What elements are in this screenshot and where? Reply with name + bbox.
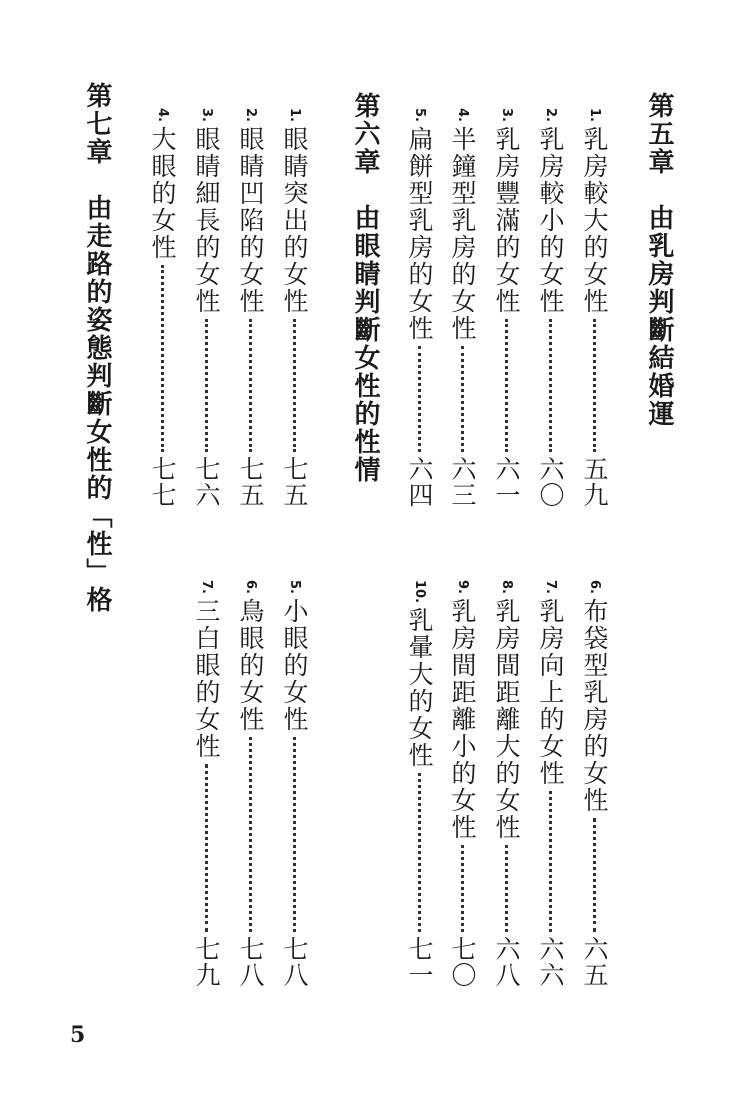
toc-entry[interactable] <box>282 108 307 508</box>
entry-number: 10. <box>412 580 427 604</box>
chapter-6-heading <box>352 92 378 484</box>
leader-dots <box>293 737 296 932</box>
entry-page: 六一 <box>492 456 521 508</box>
leader-dots <box>549 791 552 932</box>
entry-number: 8. <box>499 580 514 594</box>
entry-title: 半鐘型乳房的女性 <box>448 125 477 342</box>
entry-title: 乳房較大的女性 <box>580 125 609 315</box>
entry-title: 乳房間距離小的女性 <box>448 597 477 841</box>
chapter-title: 由乳房判斷結婚運 <box>644 204 674 428</box>
toc-entry[interactable] <box>582 108 607 508</box>
entry-page: 七五 <box>280 456 309 508</box>
chapter-label: 第六章 <box>350 92 380 176</box>
chapter-5-heading <box>646 92 672 428</box>
chapter-7-heading <box>84 82 110 614</box>
entry-page: 六四 <box>405 456 434 508</box>
toc-entry[interactable] <box>194 108 219 508</box>
entry-number: 2. <box>543 108 558 122</box>
toc-entry[interactable] <box>194 580 219 988</box>
toc-entry[interactable] <box>150 108 175 508</box>
entry-number: 5. <box>287 580 302 594</box>
leader-dots <box>249 737 252 932</box>
leader-dots <box>549 319 552 452</box>
entry-title: 乳暈大的女性 <box>405 607 434 770</box>
entry-number: 3. <box>499 108 514 122</box>
toc-entry[interactable] <box>494 108 519 508</box>
entry-page: 七八 <box>236 936 265 988</box>
entry-title: 乳房間距離大的女性 <box>492 597 521 841</box>
entry-number: 9. <box>455 580 470 594</box>
leader-dots <box>418 346 421 452</box>
entry-number: 1. <box>287 108 302 122</box>
chapter-title: 由走路的姿態判斷女性的「性」格 <box>82 194 112 614</box>
entry-page: 六〇 <box>536 456 565 508</box>
toc-entry[interactable] <box>407 580 432 988</box>
toc-entry[interactable] <box>238 580 263 988</box>
entry-page: 六五 <box>580 936 609 988</box>
entry-title: 大眼的女性 <box>148 125 177 261</box>
chapter-label: 第五章 <box>644 92 674 176</box>
entry-number: 4. <box>155 108 170 122</box>
entry-page: 七五 <box>236 456 265 508</box>
entry-title: 布袋型乳房的女性 <box>580 597 609 814</box>
entry-title: 鳥眼的女性 <box>236 597 265 733</box>
toc-entry[interactable] <box>238 108 263 508</box>
chapter-label: 第七章 <box>82 82 112 166</box>
entry-page: 七七 <box>148 456 177 508</box>
entry-title: 小眼的女性 <box>280 597 309 733</box>
leader-dots <box>505 319 508 452</box>
entry-title: 眼睛突出的女性 <box>280 125 309 315</box>
entry-number: 7. <box>199 580 214 594</box>
leader-dots <box>418 773 421 932</box>
entry-title: 眼睛凹陷的女性 <box>236 125 265 315</box>
chapter-title: 由眼睛判斷女性的性情 <box>350 204 380 484</box>
entry-page: 五九 <box>580 456 609 508</box>
toc-entry[interactable] <box>450 108 475 508</box>
toc-entry[interactable] <box>538 580 563 988</box>
leader-dots <box>205 764 208 932</box>
entry-title: 乳房較小的女性 <box>536 125 565 315</box>
entry-number: 6. <box>243 580 258 594</box>
leader-dots <box>461 845 464 932</box>
entry-page: 七六 <box>192 456 221 508</box>
leader-dots <box>249 319 252 452</box>
toc-entry[interactable] <box>538 108 563 508</box>
toc-entry[interactable] <box>407 108 432 508</box>
toc-entry[interactable] <box>582 580 607 988</box>
entry-title: 三白眼的女性 <box>192 597 221 760</box>
toc-entry[interactable] <box>450 580 475 988</box>
leader-dots <box>593 818 596 932</box>
toc-entry[interactable] <box>282 580 307 988</box>
entry-page: 七八 <box>280 936 309 988</box>
entry-number: 7. <box>543 580 558 594</box>
entry-number: 5. <box>412 108 427 122</box>
entry-title: 扁餅型乳房的女性 <box>405 125 434 342</box>
leader-dots <box>505 845 508 932</box>
entry-page: 六三 <box>448 456 477 508</box>
entry-title: 眼睛細長的女性 <box>192 125 221 315</box>
entry-page: 七一 <box>405 936 434 988</box>
entry-number: 1. <box>587 108 602 122</box>
leader-dots <box>461 346 464 452</box>
entry-number: 6. <box>587 580 602 594</box>
entry-number: 2. <box>243 108 258 122</box>
entry-number: 3. <box>199 108 214 122</box>
page-number: 5 <box>70 1022 86 1048</box>
entry-title: 乳房豐滿的女性 <box>492 125 521 315</box>
leader-dots <box>593 319 596 452</box>
entry-page: 六八 <box>492 936 521 988</box>
leader-dots <box>293 319 296 452</box>
entry-number: 4. <box>455 108 470 122</box>
entry-page: 六六 <box>536 936 565 988</box>
entry-page: 七九 <box>192 936 221 988</box>
leader-dots <box>205 319 208 452</box>
toc-entry[interactable] <box>494 580 519 988</box>
entry-page: 七〇 <box>448 936 477 988</box>
entry-title: 乳房向上的女性 <box>536 597 565 787</box>
leader-dots <box>161 265 164 452</box>
